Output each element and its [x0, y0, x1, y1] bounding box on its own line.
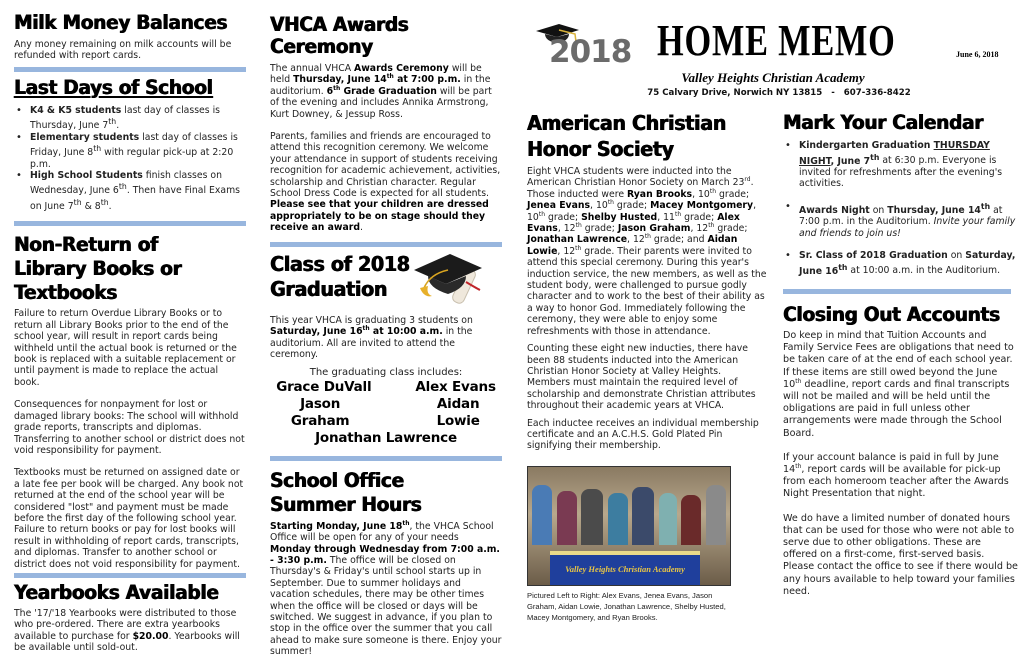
photo-caption: Pictured Left to Right: Alex Evans, Jenea Evans, Jason Graham, Aidan Lowie, Jonathan Lawrence, Shelby Husted, Macey Montgomery, and Ryan Brooks. — [527, 590, 726, 622]
graduation-cap-icon — [410, 248, 490, 306]
graduation-heading-line-2: Graduation — [270, 276, 388, 301]
honor-paragraph-2: Counting these eight new inducties, there have been 88 students inducted into the American Christian Honor Society at Valley Heights. Members must maintain the required level of scholarship and demonstrate Christian attributes throughout their academic years at VHCA. — [527, 343, 756, 412]
yearbooks-heading: Yearbooks Available — [14, 580, 219, 604]
memo-header — [535, 14, 1015, 104]
list-item: • K4 & K5 students last day of classes is Thursday, June 7th. — [14, 105, 246, 132]
honor-heading: American Christian Honor Society — [527, 111, 726, 161]
office-body: Starting Monday, June 18th, the VHCA School Office will be open for any of your needs Monday through Wednesday from 7:00 a.m. - 3:30 p.m. The office will be closed on Thursday's & Friday's until school starts up in September. Due to summer holidays and vacation schedules, there may be other times when the office will be closed or days will be switched. We suggest in advance, if you plan to stop in the office over the summer that you call ahead to make sure someone is there. Enjoy your summer! — [270, 519, 502, 658]
accounts-paragraph-1: Do keep in mind that Tuition Accounts and Family Service Fees are obligations that need to be taken care of at the end of each school year. If these items are still owed beyond the June 10th deadline, report cards and final transcripts will not be mailed and will be held until the obligations are paid in full unless other arrangements were made through the School Board. — [783, 329, 1014, 439]
column-4 — [783, 112, 1018, 598]
graduate-names — [270, 379, 502, 447]
graduate-name: Aidan Lowie — [436, 395, 480, 429]
calendar-item: • Sr. Class of 2018 Graduation on Saturday, June 16th at 10:00 a.m. in the Auditorium. — [783, 250, 1018, 277]
graduate-name: Grace DuVall — [276, 378, 372, 395]
last-days-heading: Last Days of School — [14, 75, 213, 99]
last-days-list — [14, 105, 246, 213]
calendar-list — [783, 140, 1018, 277]
library-paragraph-1: Failure to return Overdue Library Books or to return all Library Books prior to the end of the school year, will result in report cards being withheld until the actual book is returned or the book is replaced with a suitable replacement or until payment is made to replace the actual book. — [14, 308, 237, 388]
accounts-paragraph-3: We do have a limited number of donated hours that can be used for those who were not able to serve due to other obligations. These are offered on a first-come, first-served basis. Please contact the office to see if there would be any hours available to help toward your families need. — [783, 512, 1018, 597]
graduating-class-label: The graduating class includes: — [309, 367, 463, 379]
graduate-name: Jonathan Lawrence — [315, 429, 457, 446]
library-paragraph-3: Textbooks must be returned on assigned date or a late fee per book will be charged. Any book not returned at the end of the school year will be considered "lost" and payment must be made before the first day of the following school year. Failure to return books or pay for lost books will result in withholding of report cards, transcripts, and diplomas. Transfer to another school or district does not void responsibility for payment. — [14, 467, 244, 570]
awards-heading: VHCA Awards Ceremony — [270, 13, 409, 58]
library-paragraph-2: Consequences for nonpayment for lost or damaged library books: The school will withhold grade reports, transcripts and diplomas. Transferring to another school or district does not void responsibility for payment. — [14, 399, 245, 456]
column-2 — [270, 0, 502, 658]
honor-society-photo — [527, 466, 731, 586]
awards-paragraph-2: Parents, families and friends are encouraged to attend this recognition ceremony. We welcome your attendance in support of students receiving recognition for academic achievement, activities, scholarship and Christian character. Regular School Dress Code is expected for all students. Please see that your children are dressed appropriately to be on stage should they receive an award. — [270, 131, 501, 234]
honor-paragraph-1: Eight VHCA students were inducted into the American Christian Honor Society on March 23rd. Those inducted were Ryan Brooks, 10th grade; Jenea Evans, 10th grade; Macey Montgomery, 10th grade; Shelby Husted, 11th grade; Alex Evans, 12th grade; Jason Graham, 12th grade; Jonathan Lawrence, 12th grade; and Aidan Lowie, 12th grade. Their parents were invited to attend this special ceremony. During this year's induction service, the new members, as well as the student body, were challenged to pursue godly character and to work to the best of their ability as a way to honor God. Immediately following the ceremony, they were able to enjoy some refreshments with those in attendance. — [527, 166, 767, 337]
honor-paragraph-3: Each inductee receives an individual membership certificate and an A.C.H.S. Gold Plated Pin signifying their membership. — [527, 417, 759, 452]
photo-people — [532, 485, 726, 545]
divider — [270, 456, 502, 461]
school-name: Valley Heights Christian Academy — [681, 70, 865, 85]
divider — [14, 67, 246, 72]
graduation-header — [270, 252, 502, 312]
logo-year: 2018 — [549, 34, 632, 70]
divider — [14, 573, 246, 578]
calendar-item: • Awards Night on Thursday, June 14th at 7:00 p.m. in the Auditorium. Invite your family and friends to join us! — [783, 201, 1018, 239]
memo-date: June 6, 2018 — [956, 50, 999, 59]
office-heading: School Office Summer Hours — [270, 468, 422, 516]
column-3 — [527, 110, 767, 623]
school-phone: 607-336-8422 — [843, 88, 911, 98]
list-item: • High School Students finish classes on Wednesday, June 6th. Then have Final Exams on June 7th & 8th. — [14, 170, 246, 212]
column-1 — [14, 0, 246, 654]
divider — [270, 242, 502, 247]
milk-heading: Milk Money Balances — [14, 11, 228, 34]
photo-banner: Valley Heights Christian Academy — [550, 551, 700, 585]
yearbooks-body: The '17/'18 Yearbooks were distributed to those who pre-ordered. There are extra yearbooks available to purchase for $20.00. Yearbooks will be available until sold-out. — [14, 607, 240, 654]
graduation-body: This year VHCA is graduating 3 students on Saturday, June 16th at 10:00 a.m. in the auditorium. All are invited to attend the ceremony. — [270, 314, 473, 360]
school-address: 75 Calvary Drive, Norwich NY 13815 — [647, 88, 823, 98]
school-contact: 75 Calvary Drive, Norwich NY 13815 - 607-336-8422 — [647, 88, 911, 98]
memo-title: HOME MEMO — [657, 16, 896, 65]
calendar-item: • Kindergarten Graduation THURSDAY NIGHT, June 7th at 6:30 p.m. Everyone is invited for refreshments after the evening's activities. — [783, 140, 1018, 190]
divider — [14, 221, 246, 226]
divider — [783, 289, 1011, 294]
list-item: • Elementary students last day of classes is Friday, June 8th with regular pick-up at 2:20 p.m. — [14, 132, 246, 170]
milk-body: Any money remaining on milk accounts will be refunded with report cards. — [14, 39, 232, 62]
graduation-heading-line-1: Class of 2018 — [270, 251, 410, 276]
graduate-name: Jason Graham — [290, 395, 350, 429]
awards-paragraph-1: The annual VHCA Awards Ceremony will be held Thursday, June 14th at 7:00 p.m. in the auditorium. 6th Grade Graduation will be part of the evening and includes Annika Armstrong, Kurt Downey, & Jessup Ross. — [270, 63, 492, 120]
calendar-heading: Mark Your Calendar — [783, 111, 984, 134]
graduate-name: Alex Evans — [415, 378, 496, 395]
library-heading: Non-Return of Library Books or Textbooks — [14, 233, 182, 305]
accounts-paragraph-2: If your account balance is paid in full by June 14th, report cards will be available for pick-up from each homeroom teacher after the Awards Night Presentation that night. — [783, 451, 1009, 500]
accounts-heading: Closing Out Accounts — [783, 302, 1000, 326]
